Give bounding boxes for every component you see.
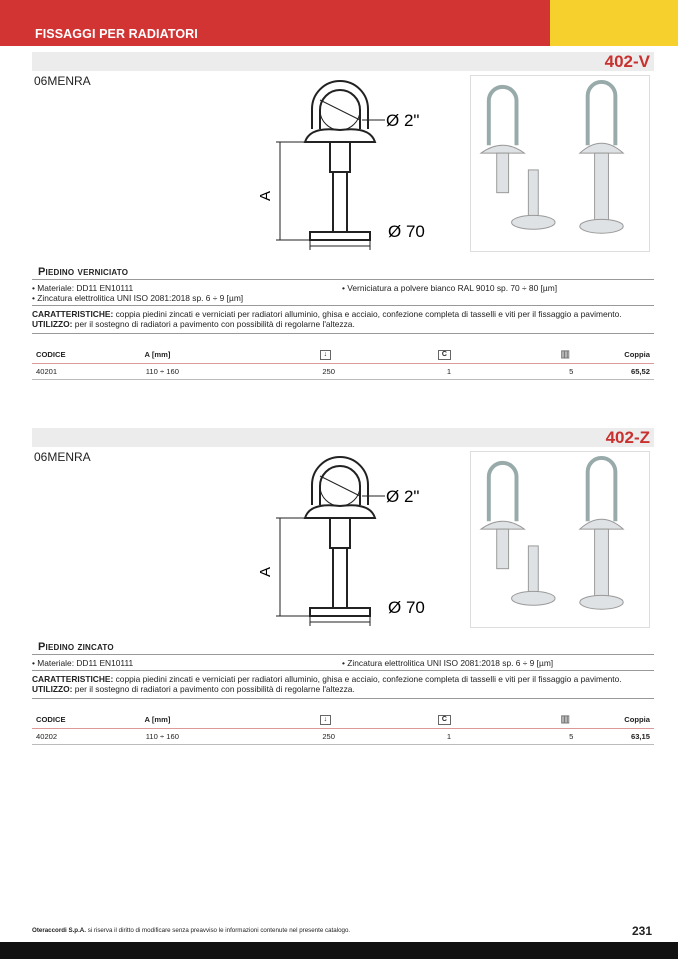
usage-label: UTILIZZO:: [32, 319, 73, 329]
cell-price: 63,15: [630, 732, 650, 741]
col-a: A [mm]: [144, 715, 171, 724]
footer-disclaimer: [32, 927, 350, 934]
package-icon: C: [438, 350, 451, 360]
product-section: [32, 428, 654, 741]
cell-weight: 250: [322, 732, 335, 741]
height-dimension-label: A: [257, 566, 274, 578]
product-model: 06MENRA: [34, 450, 91, 464]
top-diameter-label: Ø 2": [386, 111, 420, 130]
product-details: [32, 641, 654, 745]
cell-box: 5: [569, 732, 574, 741]
table-divider: [32, 363, 654, 364]
table-header: [32, 713, 654, 726]
technical-drawing: [250, 74, 450, 252]
bottom-bar: [0, 942, 678, 959]
characteristics-label: CARATTERISTICHE:: [32, 309, 114, 319]
col-a: A [mm]: [144, 350, 171, 359]
price-table: [32, 713, 654, 745]
spec-list: [32, 655, 654, 670]
characteristics-text: coppia piedini zincati e verniciati per radiatori alluminio, ghisa e acciaio, confezione completa di tasselli e viti per il fissaggio a pavimento.: [113, 309, 622, 319]
characteristics-text: coppia piedini zincati e verniciati per radiatori alluminio, ghisa e acciaio, confezione completa di tasselli e viti per il fissaggio a pavimento.: [113, 674, 622, 684]
table-header: [32, 348, 654, 361]
divider: [32, 333, 654, 334]
base-diameter-label: Ø 70: [388, 598, 425, 617]
product-code: 402-Z: [605, 428, 650, 447]
base-diameter-label: Ø 70: [388, 222, 425, 241]
height-dimension-label: A: [257, 190, 274, 202]
divider: [32, 698, 654, 699]
package-icon: C: [438, 715, 451, 725]
cell-package: 1: [446, 367, 452, 376]
cell-a: 110 ÷ 160: [145, 367, 179, 376]
cell-package: 1: [446, 732, 452, 741]
spec-item: • Materiale: DD11 EN10111: [32, 658, 134, 668]
spec-item: • Zincatura elettrolitica UNI ISO 2081:2018 sp. 6 ÷ 9 [µm]: [32, 293, 244, 303]
spec-item: • Materiale: DD11 EN10111: [32, 283, 134, 293]
table-bottom-line: [32, 744, 654, 745]
cell-codice: 40202: [36, 732, 58, 741]
col-coppia: Coppia: [624, 350, 650, 359]
page-header: [0, 0, 678, 46]
page-number: 231: [631, 924, 652, 938]
col-codice: CODICE: [36, 715, 66, 724]
footer-text: si riserva il diritto di modificare senza preavviso le informazioni contenute nel presente catalogo.: [85, 927, 351, 934]
spec-item: • Verniciatura a polvere bianco RAL 9010 sp. 70 ÷ 80 [µm]: [342, 283, 558, 293]
table-row: [32, 365, 654, 378]
price-table: [32, 348, 654, 380]
product-model: 06MENRA: [34, 74, 91, 88]
product-photo: [470, 451, 650, 628]
usage-label: UTILIZZO:: [32, 684, 73, 694]
product-title: Piedino verniciato: [38, 266, 129, 278]
box-quantity-icon: ▥: [560, 349, 570, 360]
cell-weight: 250: [322, 367, 335, 376]
page-category-title: FISSAGGI PER RADIATORI: [35, 27, 198, 41]
usage-text: per il sostegno di radiatori a pavimento con possibilità di regolarne l'altezza.: [72, 319, 355, 329]
col-coppia: Coppia: [624, 715, 650, 724]
cell-a: 110 ÷ 160: [145, 732, 179, 741]
description: [32, 671, 654, 698]
product-title: Piedino zincato: [38, 641, 114, 653]
table-divider: [32, 728, 654, 729]
technical-drawing: [250, 450, 450, 628]
weight-icon: ↓: [320, 715, 332, 725]
product-photo: [470, 75, 650, 252]
spec-list: [32, 280, 654, 305]
table-bottom-line: [32, 379, 654, 380]
footer-company: Oteraccordi S.p.A.: [32, 927, 86, 934]
box-quantity-icon: ▥: [560, 714, 570, 725]
description: [32, 306, 654, 333]
cell-codice: 40201: [36, 367, 58, 376]
cell-box: 5: [569, 367, 574, 376]
characteristics-label: CARATTERISTICHE:: [32, 674, 114, 684]
col-codice: CODICE: [36, 350, 66, 359]
top-diameter-label: Ø 2": [386, 487, 420, 506]
weight-icon: ↓: [320, 350, 332, 360]
cell-price: 65,52: [630, 367, 650, 376]
header-accent: [550, 0, 678, 46]
table-row: [32, 730, 654, 743]
spec-item: • Zincatura elettrolitica UNI ISO 2081:2018 sp. 6 ÷ 9 [µm]: [342, 658, 554, 668]
product-section: [32, 52, 654, 376]
product-band: [32, 52, 654, 71]
product-band: [32, 428, 654, 447]
product-code: 402-V: [604, 52, 650, 71]
usage-text: per il sostegno di radiatori a pavimento con possibilità di regolarne l'altezza.: [72, 684, 355, 694]
product-details: [32, 266, 654, 380]
